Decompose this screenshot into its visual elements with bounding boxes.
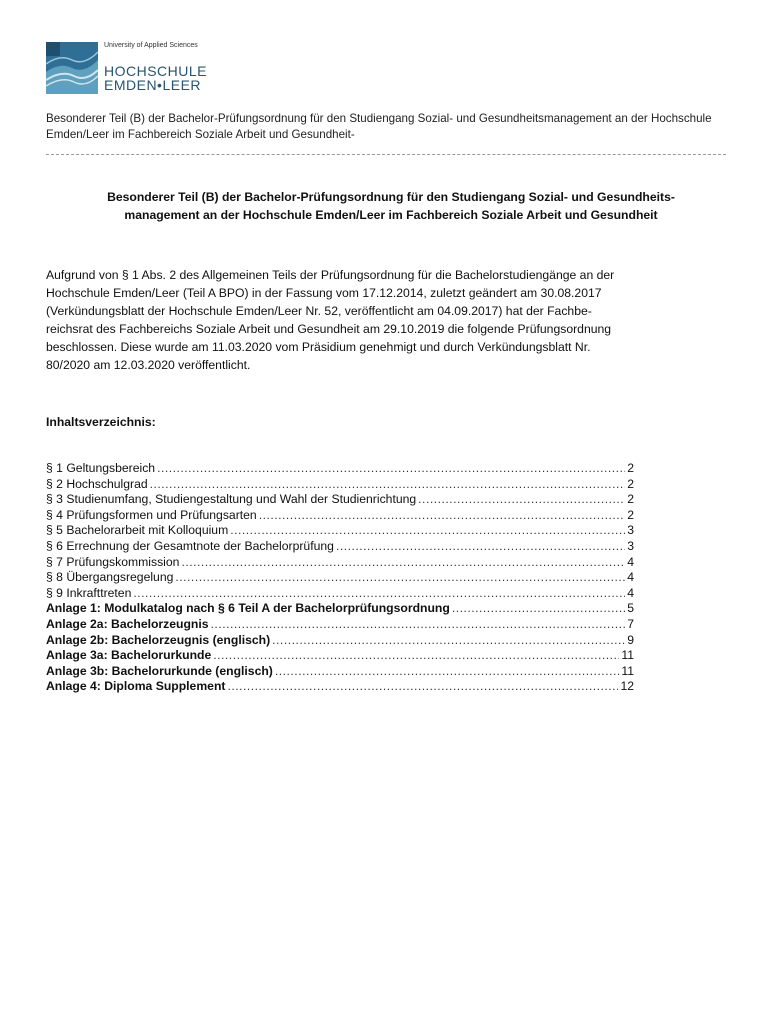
toc-entry-page: 2 — [627, 507, 634, 522]
toc-entry[interactable] — [46, 523, 634, 539]
toc-entry-appendix[interactable] — [46, 664, 634, 680]
toc-entry-label: Anlage 2b: Bachelorzeugnis (englisch) — [46, 632, 271, 647]
toc-entry-page: 12 — [620, 679, 634, 694]
toc-leader — [213, 648, 619, 664]
toc-entry-page: 11 — [621, 663, 634, 678]
toc-entry[interactable] — [46, 539, 634, 555]
document-title — [46, 188, 736, 224]
toc-entry[interactable] — [46, 586, 634, 602]
toc-entry-page: 4 — [627, 570, 634, 585]
toc-entry[interactable] — [46, 477, 634, 493]
toc-entry-appendix[interactable] — [46, 617, 634, 633]
title-line: Besonderer Teil (B) der Bachelor-Prüfungsordnung für den Studiengang Sozial- und Gesundheits- — [107, 190, 675, 204]
header-divider — [46, 154, 726, 155]
toc-entry-label: § 2 Hochschulgrad — [46, 476, 148, 491]
toc-entry-label: § 6 Errechnung der Gesamtnote der Bachelorprüfung — [46, 538, 334, 553]
toc-leader — [157, 461, 625, 477]
intro-line: Aufgrund von § 1 Abs. 2 des Allgemeinen Teils der Prüfungsordnung für die Bachelorstudiengänge an der — [46, 268, 615, 282]
toc-entry-page: 3 — [627, 538, 634, 553]
toc-leader — [259, 508, 626, 524]
toc-leader — [181, 555, 625, 571]
logo-name-line2: EMDEN•LEER — [104, 77, 202, 93]
toc-leader — [275, 664, 619, 680]
toc-entry-label: Anlage 2a: Bachelorzeugnis — [46, 616, 209, 631]
logo-subtitle: University of Applied Sciences — [104, 42, 198, 49]
toc-leader — [175, 570, 625, 586]
toc-entry-page: 4 — [627, 554, 634, 569]
toc-entry-label: § 3 Studienumfang, Studiengestaltung und Wahl der Studienrichtung — [46, 492, 417, 507]
toc-entry-label: § 7 Prüfungskommission — [46, 554, 180, 569]
toc-leader — [211, 617, 626, 633]
intro-paragraph — [46, 266, 726, 374]
toc-entry-appendix[interactable] — [46, 648, 634, 664]
toc-entry-appendix[interactable] — [46, 601, 634, 617]
toc-entry-label: § 5 Bachelorarbeit mit Kolloquium — [46, 523, 229, 538]
toc-entry-label: Anlage 4: Diploma Supplement — [46, 679, 226, 694]
toc-entry-page: 2 — [627, 476, 634, 491]
toc-entry-label: § 9 Inkrafttreten — [46, 585, 132, 600]
toc-leader — [133, 586, 625, 602]
toc-entry-label: Anlage 3a: Bachelorurkunde — [46, 648, 212, 663]
toc-leader — [418, 492, 625, 508]
intro-line: (Verkündungsblatt der Hochschule Emden/Leer Nr. 52, veröffentlicht am 04.09.2017) hat der Fachbe- — [46, 304, 592, 318]
intro-line: Hochschule Emden/Leer (Teil A BPO) in der Fassung vom 17.12.2014, zuletzt geändert am 30.08.2017 — [46, 286, 602, 300]
toc-entry-label: Anlage 1: Modulkatalog nach § 6 Teil A der Bachelorprüfungsordnung — [46, 601, 450, 616]
toc-leader — [227, 679, 618, 695]
toc-entry-page: 2 — [627, 492, 634, 507]
toc-entry[interactable] — [46, 461, 634, 477]
toc-entry-page: 5 — [627, 601, 634, 616]
toc-entry[interactable] — [46, 492, 634, 508]
toc-leader — [272, 633, 625, 649]
intro-line: reichsrat des Fachbereichs Soziale Arbeit und Gesundheit am 29.10.2019 die folgende Prüfungsordnung — [46, 322, 612, 336]
logo-mark-icon — [46, 42, 98, 94]
toc-entry-label: § 1 Geltungsbereich — [46, 461, 156, 475]
toc-entry-page: 3 — [627, 523, 634, 538]
toc-entry-page: 4 — [627, 585, 634, 600]
intro-line: beschlossen. Diese wurde am 11.03.2020 vom Präsidium genehmigt und durch Verkündungsblatt Nr. — [46, 340, 591, 354]
title-line: management an der Hochschule Emden/Leer im Fachbereich Soziale Arbeit und Gesundheit — [124, 208, 658, 222]
toc-leader — [452, 601, 625, 617]
toc-heading: Inhaltsverzeichnis: — [46, 415, 156, 429]
toc-entry-label: Anlage 3b: Bachelorurkunde (englisch) — [46, 663, 273, 678]
university-logo — [46, 40, 221, 96]
logo-name-line1: HOCHSCHULE — [104, 63, 208, 79]
toc-entry-label: § 8 Übergangsregelung — [46, 570, 174, 585]
intro-line: 80/2020 am 12.03.2020 veröffentlicht. — [46, 358, 251, 372]
toc-leader — [150, 477, 626, 493]
toc-entry-appendix[interactable] — [46, 633, 634, 649]
running-header: Besonderer Teil (B) der Bachelor-Prüfungsordnung für den Studiengang Sozial- und Gesundheitsmanagement an der Hochschule Emden/Leer im Fachbereich Soziale Arbeit und Gesundheit- — [46, 112, 712, 141]
toc-leader — [336, 539, 625, 555]
toc-entry-label: § 4 Prüfungsformen und Prüfungsarten — [46, 507, 257, 522]
toc-entry-page: 11 — [621, 648, 634, 663]
toc-entry-page: 7 — [627, 616, 634, 631]
toc-entry[interactable] — [46, 570, 634, 586]
toc-entry-page: 2 — [627, 461, 634, 475]
toc-entry-page: 9 — [627, 632, 634, 647]
toc-entry[interactable] — [46, 508, 634, 524]
toc-entry[interactable] — [46, 555, 634, 571]
toc-entry-appendix[interactable] — [46, 679, 634, 695]
table-of-contents — [46, 461, 634, 695]
toc-leader — [230, 523, 625, 539]
